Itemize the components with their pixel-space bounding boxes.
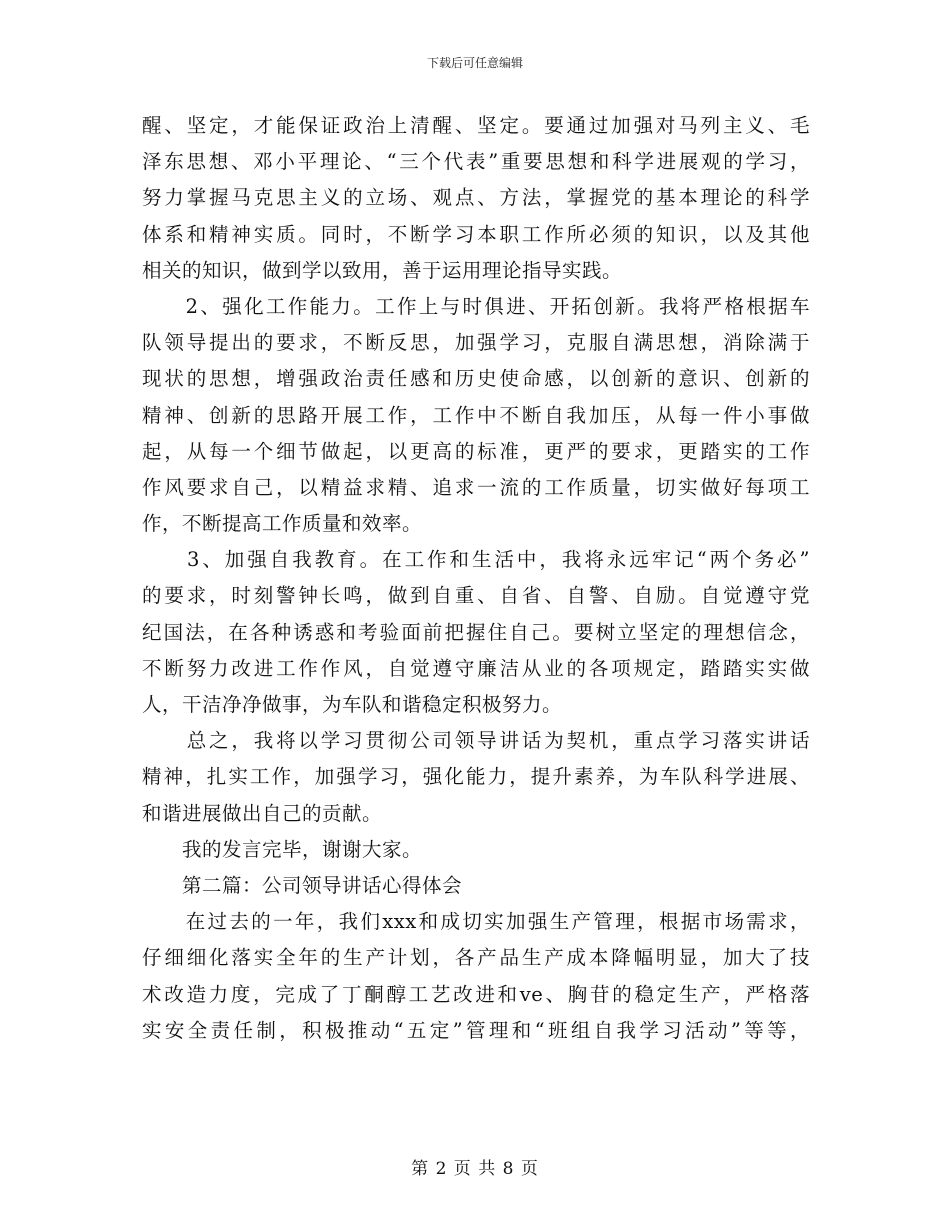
- text-line: 泽东思想、邓小平理论、“三个代表”重要思想和科学进展观的学习，: [142, 150, 810, 174]
- text-line: 现状的思想，增强政治责任感和历史使命感，以创新的意识、创新的: [142, 367, 810, 391]
- text-line: 我的发言完毕，谢谢大家。: [142, 837, 423, 861]
- text-line: 作，不断提高工作质量和效率。: [142, 512, 423, 536]
- text-line: 不断努力改进工作作风，自觉遵守廉洁从业的各项规定，踏踏实实做: [142, 656, 810, 680]
- text-line: 精神，扎实工作，加强学习，强化能力，提升素养，为车队科学进展、: [142, 765, 810, 789]
- text-line: 仔细细化落实全年的生产计划，各产品生产成本降幅明显，加大了技: [142, 946, 810, 970]
- text-line: 的要求，时刻警钟长鸣，做到自重、自省、自警、自励。自觉遵守党: [142, 584, 810, 608]
- text-line: 纪国法，在各种诱惑和考验面前把握住自己。要树立坚定的理想信念，: [142, 620, 810, 644]
- text-line: 队领导提出的要求，不断反思，加强学习，克服自满思想，消除满于: [142, 331, 810, 355]
- text-line: 在过去的一年，我们xxx和成切实加强生产管理，根据市场需求，: [142, 910, 810, 934]
- text-line: 术改造力度，完成了丁酮醇工艺改进和ve、胸苷的稳定生产，严格落: [142, 982, 810, 1006]
- text-line: 起，从每一个细节做起，以更高的标准，更严的要求，更踏实的工作: [142, 439, 810, 463]
- text-line: 相关的知识，做到学以致用，善于运用理论指导实践。: [142, 258, 623, 282]
- text-line: 精神、创新的思路开展工作，工作中不断自我加压，从每一件小事做: [142, 403, 810, 427]
- text-line: 人，干洁净净做事，为车队和谐稳定积极努力。: [142, 693, 563, 716]
- text-line: 3、加强自我教育。在工作和生活中，我将永远牢记“两个务必”: [142, 548, 810, 572]
- page-header: 下载后可任意编辑: [426, 56, 523, 70]
- text-line: 和谐进展做出自己的贡献。: [142, 801, 383, 825]
- page-footer: 第 2 页 共 8 页: [411, 1159, 539, 1179]
- text-line: 努力掌握马克思主义的立场、观点、方法，掌握党的基本理论的科学: [142, 186, 810, 210]
- text-line: 实安全责任制，积极推动“五定”管理和“班组自我学习活动”等等，: [142, 1018, 810, 1042]
- text-line: 第二篇：公司领导讲话心得体会: [142, 873, 463, 897]
- text-line: 2、强化工作能力。工作上与时俱进、开拓创新。我将严格根据车: [142, 294, 810, 318]
- text-line: 体系和精神实质。同时，不断学习本职工作所必须的知识，以及其他: [142, 222, 810, 246]
- body-text: [142, 108, 810, 1049]
- text-line: 醒、坚定，才能保证政治上清醒、坚定。要通过加强对马列主义、毛: [142, 114, 810, 137]
- text-line: 总之，我将以学习贯彻公司领导讲话为契机，重点学习落实讲话: [142, 729, 810, 753]
- text-line: 作风要求自己，以精益求精、追求一流的工作质量，切实做好每项工: [142, 475, 810, 499]
